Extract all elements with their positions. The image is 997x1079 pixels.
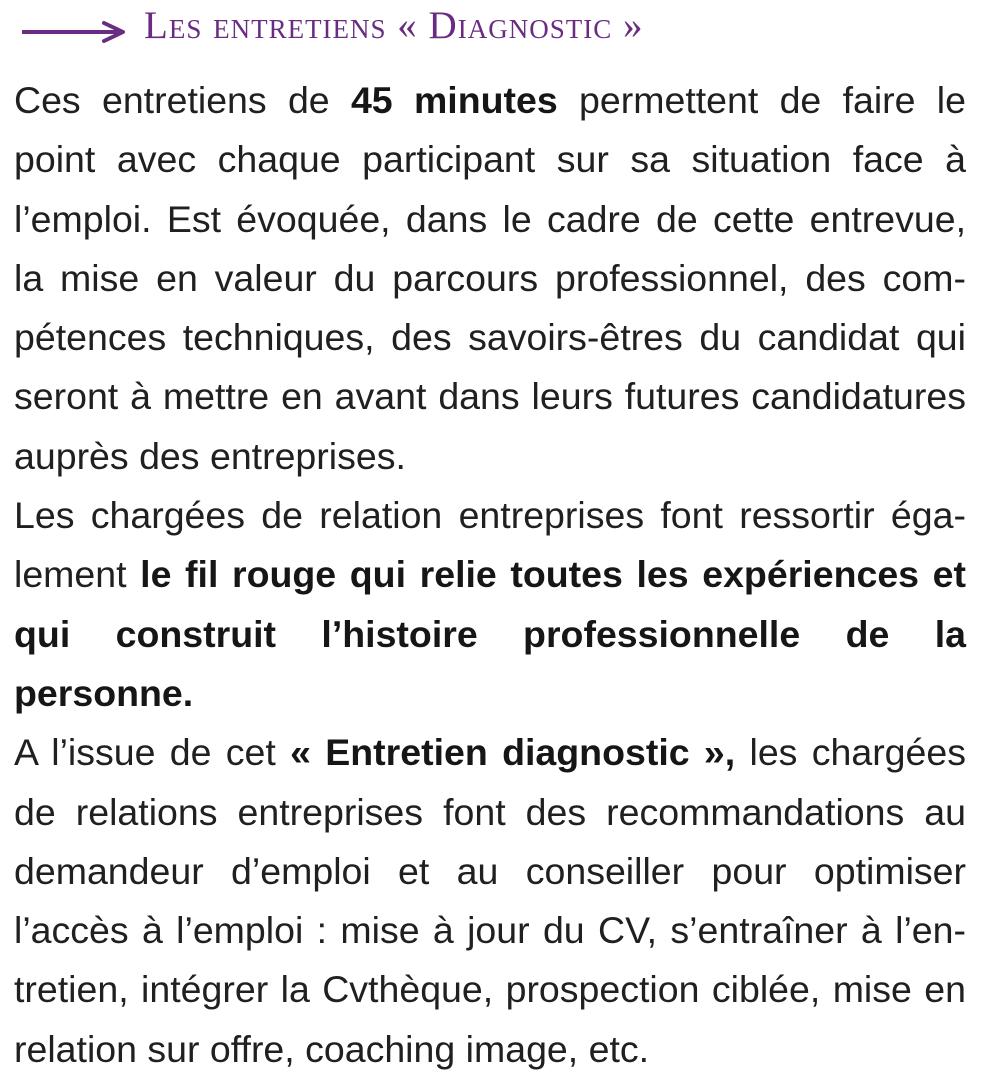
section-heading (14, 0, 969, 76)
body-text (14, 71, 966, 1079)
arrow-right-icon (22, 20, 126, 44)
text-segment: Les chargées de relation entreprises font ressortir également (14, 494, 966, 596)
text-segment: les chargées de relations entreprises font des recommandations au demandeur d’emploi et au conseiller pour optimiser l’accès à l’emploi : mise à jour du CV, s’entraîner à l’entretien, intégrer la Cvthèque, prospection ciblée, mise en relation sur offre, coaching image, etc. (14, 731, 966, 1070)
paragraph-intro (14, 71, 966, 486)
text-segment: A l’issue de cet (14, 731, 291, 774)
diagnostic-highlight: « Entretien diagnostic », (290, 731, 736, 774)
text-segment: permettent de faire le point avec chaque participant sur sa situation face à l’emploi. Est évoquée, dans le cadre de cette entrevue, la mise en valeur du parcours professionnel, des compétences techniques, des savoirs-êtres du candidat qui seront à mettre en avant dans leurs futures candidatures auprès des entreprises. (14, 79, 966, 477)
common-thread-highlight: le fil rouge qui relie toutes les expériences et qui construit l’histoire professionnelle de la personne. (14, 553, 966, 714)
duration-highlight: 45 minutes (350, 79, 558, 121)
section-title: Les entretiens « Diagnostic » (144, 4, 644, 47)
paragraph-common-thread (14, 486, 966, 723)
text-segment: Ces entretiens de (14, 79, 351, 121)
paragraph-recommendations (14, 723, 966, 1079)
